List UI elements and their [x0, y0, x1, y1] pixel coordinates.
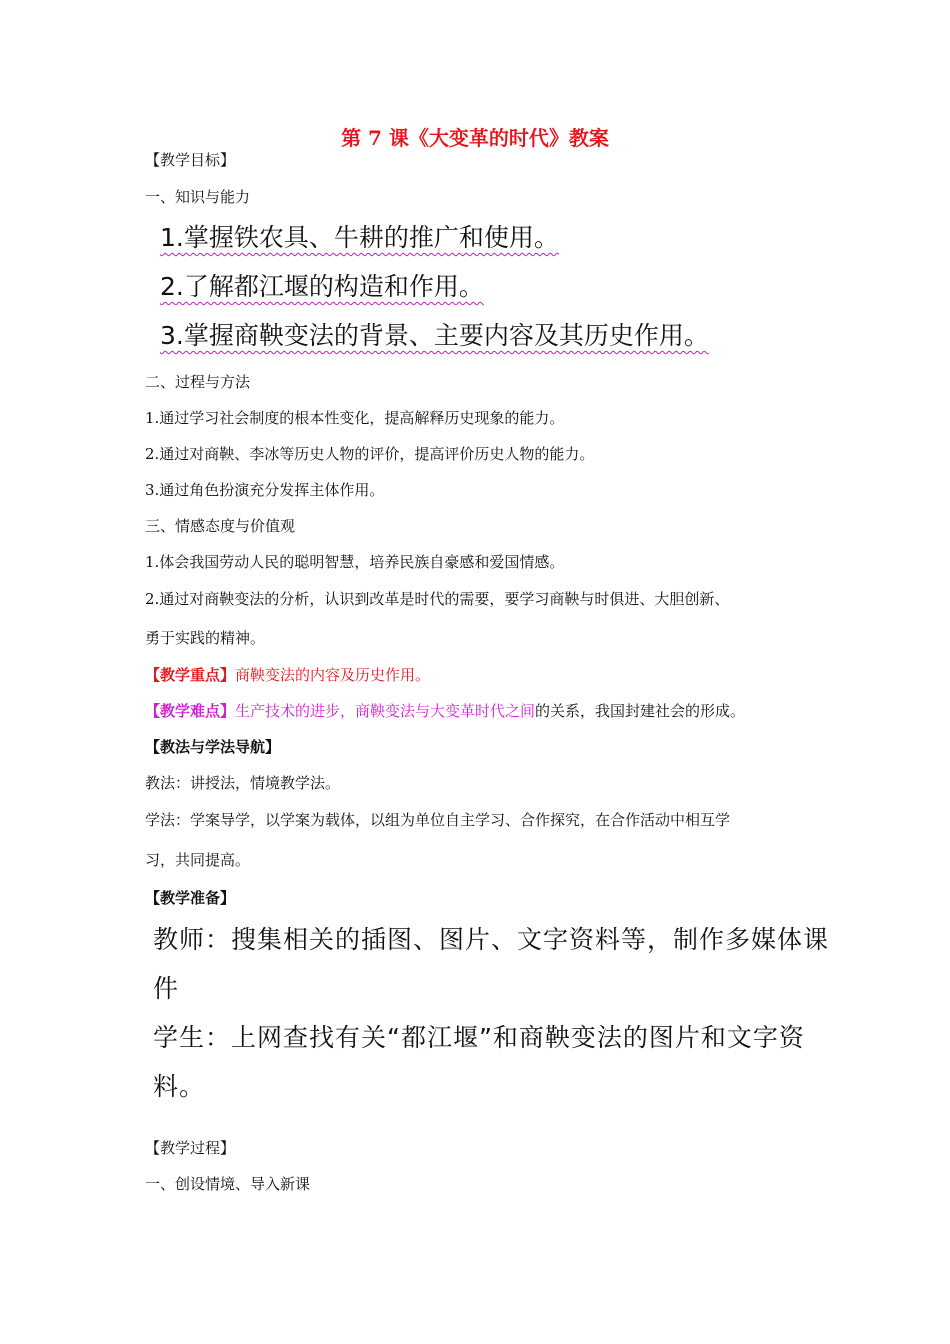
learning-method-line-2: 习，共同提高。: [145, 851, 251, 869]
difficult-point-label: 【教学难点】: [145, 702, 236, 720]
knowledge-item-3-text: 3.掌握商鞅变法的背景、主要内容及其历史作用。: [160, 321, 709, 350]
emotion-values-header: 三、情感态度与价值观: [145, 517, 296, 535]
knowledge-item-3: [160, 320, 709, 352]
document-title: 第 7 课《大变革的时代》教案: [341, 126, 609, 150]
knowledge-item-1-text: 1.掌握铁农具、牛耕的推广和使用。: [160, 223, 559, 252]
methods-header: 【教法与学法导航】: [145, 738, 281, 756]
student-preparation-line-2: 料。: [153, 1072, 206, 1101]
key-point-label: 【教学重点】: [145, 666, 236, 684]
process-item-1: 1.通过学习社会制度的根本性变化，提高解释历史现象的能力。: [145, 409, 565, 427]
procedure-step-1: 一、创设情境、导入新课: [145, 1175, 311, 1193]
learning-method-line-1: 学法：学案导学，以学案为载体，以组为单位自主学习、合作探究，在合作活动中相互学: [145, 811, 731, 829]
process-method-header: 二、过程与方法: [145, 373, 251, 391]
knowledge-item-2: [160, 271, 484, 303]
difficult-point: [145, 701, 745, 721]
process-item-2: 2.通过对商鞅、李冰等历史人物的评价，提高评价历史人物的能力。: [145, 445, 595, 463]
preparation-header: 【教学准备】: [145, 889, 236, 907]
knowledge-ability-header: 一、知识与能力: [145, 188, 251, 206]
difficult-point-text-plain: 的关系，我国封建社会的形成。: [535, 702, 746, 720]
key-point: [145, 665, 430, 685]
teaching-procedure-header: 【教学过程】: [145, 1139, 236, 1157]
emotion-item-2-line-1: 2.通过对商鞅变法的分析，认识到改革是时代的需要，要学习商鞅与时俱进、大胆创新、: [145, 590, 730, 608]
key-point-text: 商鞅变法的内容及历史作用。: [235, 666, 431, 684]
teaching-method: 教法：讲授法，情境教学法。: [145, 774, 341, 792]
emotion-item-2-line-2: 勇于实践的精神。: [145, 629, 266, 647]
teacher-preparation-line-2: 件: [153, 974, 180, 1003]
knowledge-item-2-text: 2.了解都江堰的构造和作用。: [160, 272, 484, 301]
process-item-3: 3.通过角色扮演充分发挥主体作用。: [145, 481, 385, 499]
teaching-goals-header: 【教学目标】: [145, 151, 236, 169]
student-preparation-line-1: 学生：上网查找有关“都江堰”和商鞅变法的图片和文字资: [153, 1023, 805, 1052]
teacher-preparation-line-1: 教师：搜集相关的插图、图片、文字资料等，制作多媒体课: [153, 925, 830, 954]
knowledge-item-1: [160, 222, 559, 254]
difficult-point-text-colored: 生产技术的进步，商鞅变法与大变革时代之间: [235, 702, 536, 720]
emotion-item-1: 1.体会我国劳动人民的聪明智慧，培养民族自豪感和爱国情感。: [145, 553, 565, 571]
